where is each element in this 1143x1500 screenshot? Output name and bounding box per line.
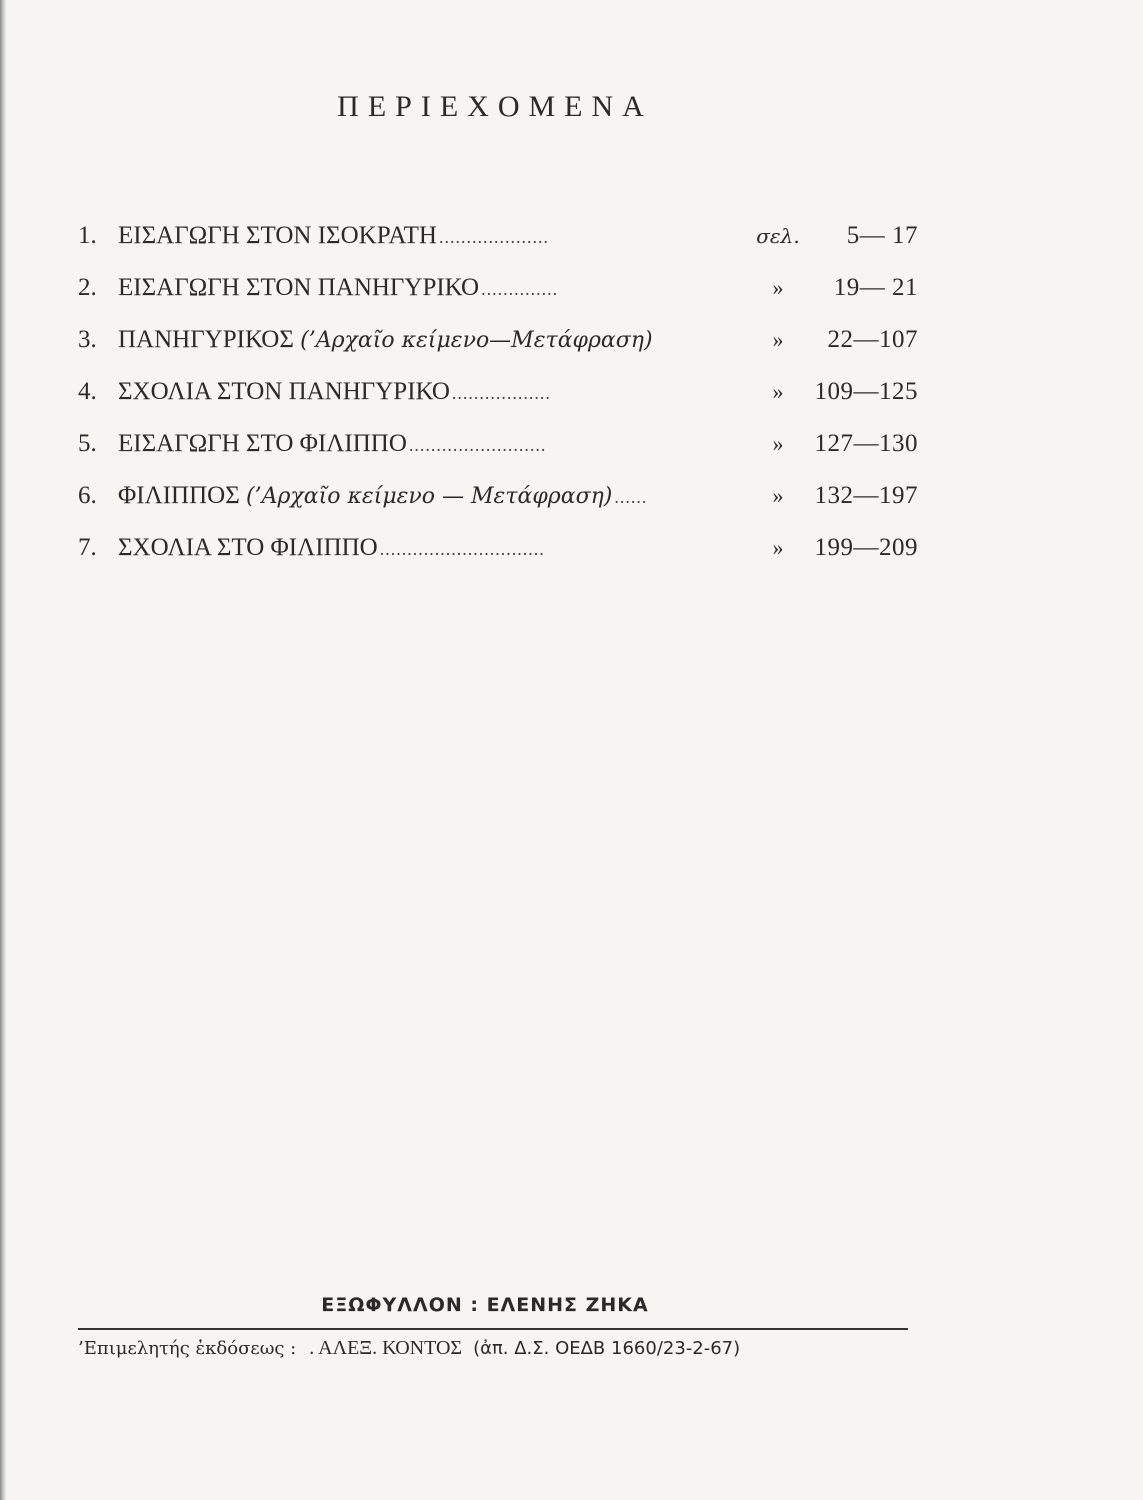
toc-entry-title-text: ΕΙΣΑΓΩΓΗ ΣΤΟ ΦΙΛΙΠΠΟ (118, 430, 407, 457)
editor-credit-line (78, 1337, 918, 1360)
toc-entry-number: 1. (78, 222, 97, 249)
toc-dot-leader: .............................. (379, 539, 545, 559)
divider-rule (78, 1328, 908, 1330)
toc-entry-title-text: ΕΙΣΑΓΩΓΗ ΣΤΟΝ ΠΑΝΗΓΥΡΙΚΟ (118, 274, 480, 301)
toc-entry-number: 2. (78, 274, 97, 301)
table-of-contents (78, 222, 918, 586)
toc-entry-title (118, 274, 479, 302)
toc-ditto-mark: » (772, 327, 784, 352)
toc-entry-number: 5. (78, 430, 97, 457)
toc-entry-title (118, 482, 612, 510)
toc-entry-pages: 199—209 (814, 534, 918, 561)
toc-entry-number: 3. (78, 326, 97, 353)
toc-entry-title-text: ΕΙΣΑΓΩΓΗ ΣΤΟΝ ΙΣΟΚΡΑΤΗ (118, 222, 437, 249)
toc-entry-pages: 22—107 (827, 326, 918, 353)
toc-entry-number: 4. (78, 378, 97, 405)
toc-entry (78, 274, 918, 326)
toc-dot-leader: .............. (481, 279, 559, 299)
toc-entry-pages: 132—197 (814, 482, 918, 509)
toc-ditto-mark: » (772, 483, 784, 508)
toc-dot-leader: .................... (438, 227, 549, 247)
toc-ditto-mark: » (772, 379, 784, 404)
toc-entry (78, 222, 918, 274)
toc-entry-title (118, 378, 450, 406)
toc-entry-pages: 127—130 (814, 430, 918, 457)
toc-entry-pages: 19— 21 (833, 274, 918, 301)
toc-entry-title (118, 430, 407, 458)
toc-entry-title-text: ΦΙΛΙΠΠΟΣ (118, 482, 247, 509)
toc-ditto-mark: » (772, 535, 784, 560)
toc-entry (78, 534, 918, 586)
toc-entry (78, 326, 918, 378)
toc-entry (78, 430, 918, 482)
editor-label: ’Επιμελητής ἐκδόσεως : (78, 1338, 297, 1359)
editor-approval-code: (ἀπ. Δ.Σ. ΟΕΔΒ 1660/23-2-67) (473, 1338, 741, 1359)
toc-entry-title-text: ΣΧΟΛΙΑ ΣΤΟΝ ΠΑΝΗΓΥΡΙΚΟ (118, 378, 450, 405)
toc-entry-number: 7. (78, 534, 97, 561)
toc-page-abbrev: σελ. (756, 224, 800, 248)
toc-dot-leader: .................. (451, 383, 551, 403)
toc-entry-title-text: ΣΧΟΛΙΑ ΣΤΟ ΦΙΛΙΠΠΟ (118, 534, 378, 561)
editor-name: . ΑΛΕΞ. ΚΟΝΤΟΣ (309, 1337, 463, 1359)
toc-dot-leader: ......................... (408, 435, 547, 455)
toc-entry-note: (’Αρχαῖο κείμενο—Μετάφραση) (300, 328, 653, 353)
toc-entry-pages: 5— 17 (846, 222, 918, 249)
page-binding-edge (0, 0, 7, 1500)
toc-entry-title (118, 326, 653, 354)
cover-credit: ΕΞΩΦΥΛΛΟΝ : ΕΛΕΝΗΣ ΖΗΚΑ (321, 1294, 649, 1316)
toc-dot-leader: ...... (614, 487, 648, 507)
toc-entry-title (118, 222, 437, 250)
toc-entry-number: 6. (78, 482, 97, 509)
toc-entry-title (118, 534, 378, 562)
toc-entry (78, 482, 918, 534)
toc-entry (78, 378, 918, 430)
toc-entry-note: (’Αρχαῖο κείμενο — Μετάφραση) (246, 484, 613, 509)
toc-ditto-mark: » (772, 275, 784, 300)
page-title: ΠΕΡΙΕΧΟΜΕΝΑ (337, 90, 653, 123)
toc-ditto-mark: » (772, 431, 784, 456)
toc-entry-pages: 109—125 (814, 378, 918, 405)
toc-entry-title-text: ΠΑΝΗΓΥΡΙΚΟΣ (118, 326, 301, 353)
